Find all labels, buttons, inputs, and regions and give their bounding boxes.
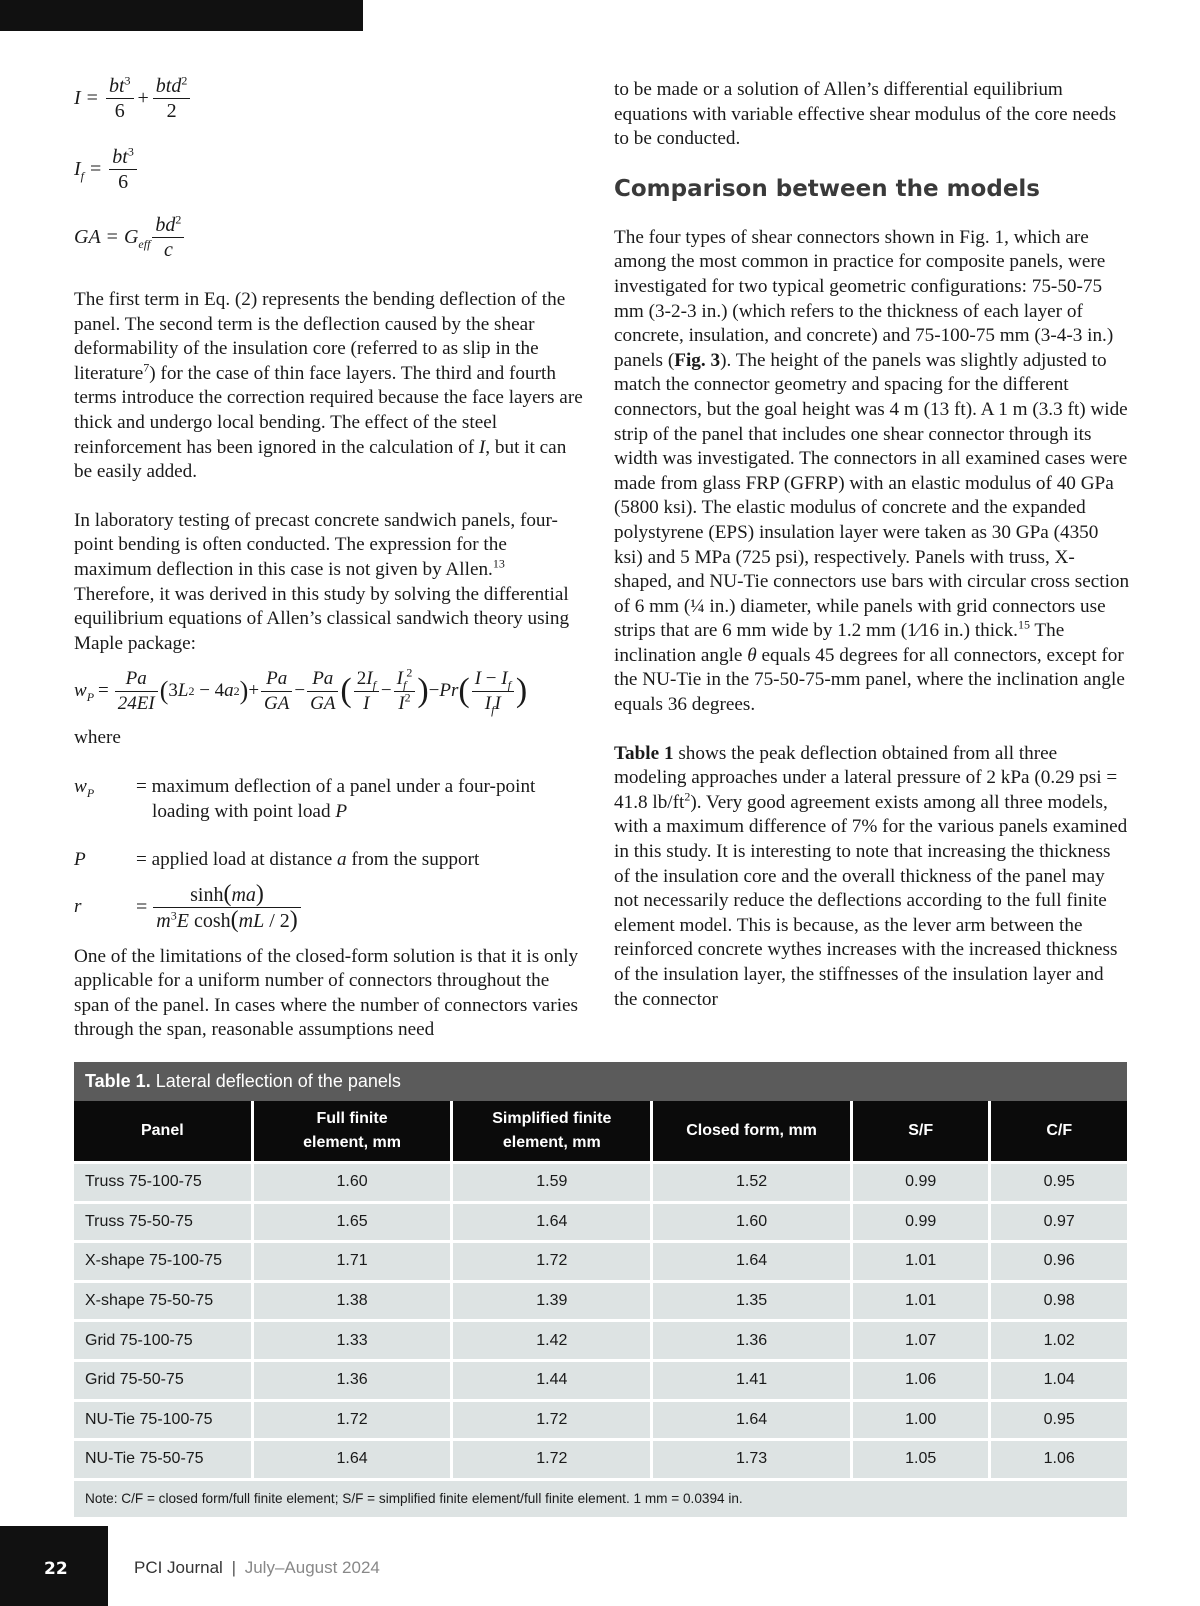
- paragraph-table-discussion: Table 1 shows the peak deflection obtained from all three modeling approaches under a lateral pressure of 2 kPa (0.29 psi = 41.8 $lb/ft^2$). Very good agreement exists among all three models, with a maximum difference of 7% for the various panels examined in this study. It is interesting to note that increasing the thickness of the insulation core and the overall thickness of the panel may not necessarily reduce the deflections according to the full finite element model. This is because, as the lever arm between the reinforced concrete wythes increases with the increased thickness of the insulation layer, the stiffnesses of the insulation layer and the connector: [614, 742, 1128, 1010]
- table-row: Grid 75-50-75 1.36 1.44 1.41 1.06 1.04: [74, 1362, 1127, 1399]
- top-black-bar: [0, 0, 363, 31]
- table-row: NU-Tie 75-50-75 1.64 1.72 1.73 1.05 1.06: [74, 1441, 1127, 1478]
- issue-date: July–August 2024: [244, 1558, 380, 1577]
- header-closed-form: Closed form, mm: [653, 1101, 850, 1161]
- equation-If: $I_f$ = $\frac{bt^3}{6}$: [74, 136, 589, 202]
- deflection-table-grid: [71, 1098, 1130, 1520]
- right-column: [614, 78, 1130, 1012]
- paragraph-bending-terms: The first term in Eq. (2) represents the bending deflection of the panel. The second term is the deflection caused by the shear deformability of the insulation core (referred to as slip in the literature$^7$) for the case of thin face layers. The third and fourth terms introduce the correction required because the face layers are thick and undergo local bending. The effect of the steel reinforcement has been ignored in the calculation of I, but it can be easily added.: [74, 289, 583, 483]
- page-number-box: [0, 1526, 108, 1606]
- table-header-row: [74, 1101, 1127, 1161]
- header-sf: S/F: [853, 1101, 989, 1161]
- paragraph-limitations: One of the limitations of the closed-form solution is that it is only applicable for a uniform number of connectors throughout the span of the panel. In cases where the number of connectors varies through the span, reasonable assumptions need: [74, 945, 579, 1041]
- header-cf: C/F: [991, 1101, 1127, 1161]
- table-note: Note: C/F = closed form/full finite element; S/F = simplified finite element/full finite element. 1 mm = 0.0394 in.: [74, 1481, 1127, 1517]
- where-label: where: [74, 727, 121, 749]
- footer-separator: |: [231, 1558, 236, 1577]
- deflection-table: [74, 1062, 1127, 1520]
- definition-P: P = applied load at distance a from the support: [74, 849, 480, 871]
- paragraph-four-point-bending: In laboratory testing of precast concrete sandwich panels, four-point bending is often conducted. The expression for the maximum deflection in this case is not given by Allen.$^{13}$ Therefore, it was derived in this study by solving the differential equilibrium equations of Allen’s classical sandwich theory using Maple package:: [74, 509, 570, 654]
- equation-GA: GA = $G_{eff}$ $\frac{bd^2}{c}$: [74, 202, 589, 272]
- definition-wP: $w_P$ = maximum deflection of a panel under a four-point loading with point load P: [74, 775, 536, 822]
- paragraph-continuation: to be made or a solution of Allen’s differential equilibrium equations with variable effective shear modulus of the core needs to be conducted.: [614, 79, 1117, 150]
- table-row: X-shape 75-50-75 1.38 1.39 1.35 1.01 0.98: [74, 1283, 1127, 1320]
- header-simplified-fe: Simplified finite element, mm: [453, 1101, 650, 1161]
- header-full-fe: Full finite element, mm: [254, 1101, 451, 1161]
- table-title: Table 1. Lateral deflection of the panels: [74, 1062, 1127, 1101]
- table-row: Truss 75-50-75 1.65 1.64 1.60 0.99 0.97: [74, 1204, 1127, 1241]
- definition-r: r = $\frac{\sinh(ma)}{m^3E \cosh(mL / 2)}$: [74, 875, 589, 941]
- page-number: 22: [44, 1559, 68, 1579]
- equation-I: I = $\frac{bt^3}{6}$ + $\frac{btd^2}{2}$: [74, 60, 589, 136]
- equation-wP: $w_P$ = $\frac{Pa}{24EI}$ ( 3 L 2 − 4 a 2 ) + $\frac{Pa}{GA}$ − $\frac{Pa}{GA}$ ( $\frac{2I_f}{I}$ − $\frac{I_f^2}{I^2}$ ) − Pr ( $\frac{I - I_f}{I_fI}$ ): [74, 665, 528, 717]
- table-note-row: [74, 1481, 1127, 1517]
- journal-name: PCI Journal: [134, 1558, 223, 1577]
- table-row: X-shape 75-100-75 1.71 1.72 1.64 1.01 0.96: [74, 1243, 1127, 1280]
- table-row: Grid 75-100-75 1.33 1.42 1.36 1.07 1.02: [74, 1322, 1127, 1359]
- header-panel: Panel: [74, 1101, 251, 1161]
- section-heading: Comparison between the models: [614, 175, 1040, 202]
- paragraph-connector-types: The four types of shear connectors shown in Fig. 1, which are among the most common in practice for composite panels, were investigated for two typical geometric configurations: 75-50-75 mm (3-2-3 in.) (which refers to the thickness of each layer of concrete, insulation, and concrete) and 75-100-75 mm (3-4-3 in.) panels (Fig. 3). The height of the panels was slightly adjusted to match the connector geometry and spacing for the different connectors, but the goal height was 4 m (13 ft). A 1 m (3.3 ft) wide strip of the panel that includes one shear connector through its width was investigated. The connectors in all examined cases were made from glass FRP (GFRP) with an elastic modulus of 40 GPa (5800 ksi). The elastic modulus of concrete and the expanded polystyrene (EPS) insulation layer were taken as 30 GPa (4350 ksi) and 5 MPa (725 psi), respectively. Panels with truss, X-shaped, and NU-Tie connectors use bars with circular cross section of 6 mm (¼ in.) diameter, while panels with grid connectors use strips that are 6 mm wide by 1.2 mm (1⁄16 in.) thick.$^{15}$ The inclination angle θ equals 45 degrees for all connectors, except for the NU-Tie in the 75-50-75-mm panel, where the inclination angle equals 36 degrees.: [614, 226, 1130, 716]
- left-column: [74, 60, 589, 1043]
- footer-journal: [134, 1558, 380, 1578]
- table-row: Truss 75-100-75 1.60 1.59 1.52 0.99 0.95: [74, 1164, 1127, 1201]
- table-row: NU-Tie 75-100-75 1.72 1.72 1.64 1.00 0.95: [74, 1402, 1127, 1439]
